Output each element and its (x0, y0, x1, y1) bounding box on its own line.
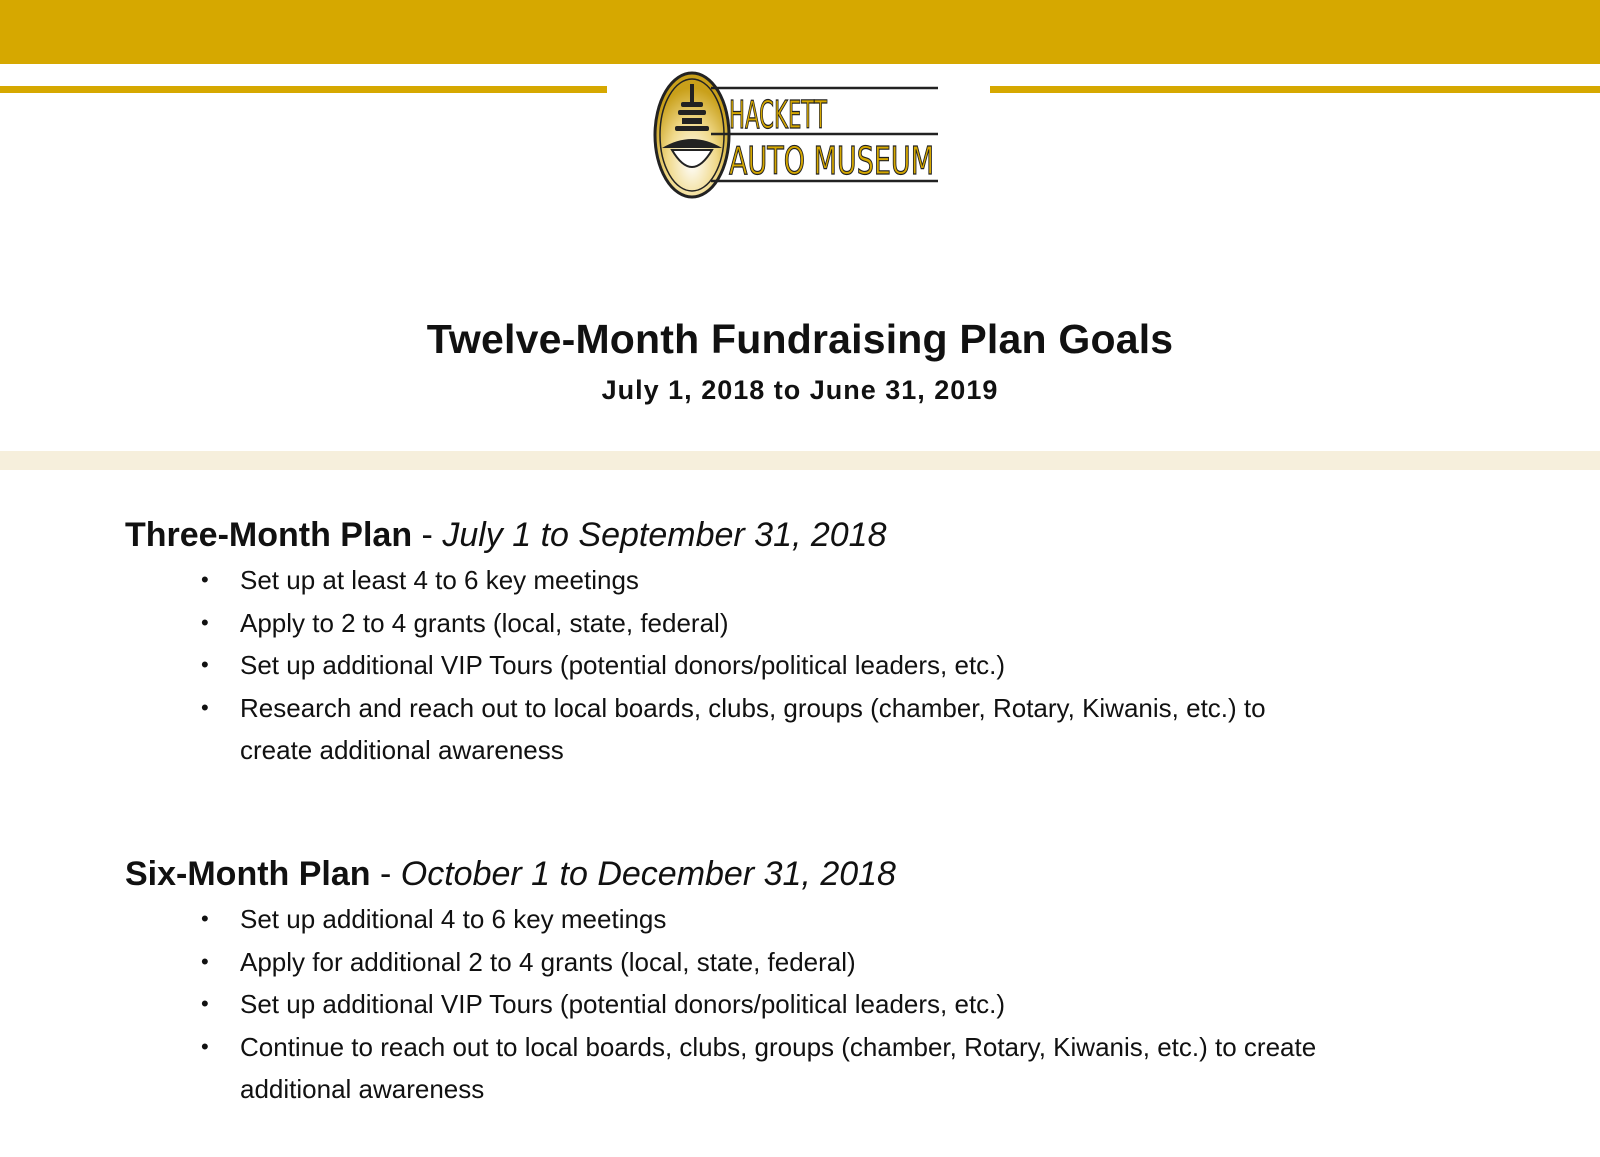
list-item-text: Apply for additional 2 to 4 grants (local, state, federal) (240, 946, 856, 977)
section-heading (125, 513, 1425, 557)
list-item (125, 1026, 1320, 1111)
bullet-icon: • (201, 906, 209, 931)
bullet-icon: • (201, 948, 209, 974)
list-item-text: Set up additional VIP Tours (potential donors/political leaders, etc.) (240, 650, 1006, 680)
bullet-icon: • (201, 1033, 209, 1059)
plan-name: Three-Month Plan (125, 516, 413, 554)
section-six-month-plan (125, 852, 1425, 1111)
hackett-auto-museum-logo (651, 68, 949, 202)
page-subtitle: July 1, 2018 to June 31, 2019 (601, 375, 999, 405)
list-item-text: Research and reach out to local boards, clubs, groups (chamber, Rotary, Kiwanis, etc.) to create additional awareness (240, 692, 1266, 765)
list-item-text: Continue to reach out to local boards, clubs, groups (chamber, Rotary, Kiwanis, etc.) to create additional awareness (240, 1031, 1317, 1104)
logo-line-2: AUTO MUSEUM (729, 139, 934, 183)
plan-dates: October 1 to December 31, 2018 (400, 855, 896, 893)
plan-list (125, 559, 1425, 772)
section-three-month-plan (125, 513, 1425, 772)
list-item (125, 983, 1320, 1026)
bullet-icon: • (201, 609, 209, 635)
top-gold-band (0, 0, 1600, 64)
list-item-text: Apply to 2 to 4 grants (local, state, federal) (240, 607, 729, 638)
page-title: Twelve-Month Fundraising Plan Goals (426, 316, 1174, 362)
heading-separator: - (370, 855, 401, 893)
list-item-text: Set up additional VIP Tours (potential donors/political leaders, etc.) (240, 989, 1006, 1019)
header-rule-right (990, 86, 1600, 93)
plan-list (125, 898, 1425, 1111)
list-item (125, 941, 1320, 984)
list-item (125, 898, 1320, 941)
list-item (125, 644, 1320, 687)
heading-separator: - (412, 516, 443, 554)
bullet-icon: • (201, 991, 209, 1016)
plan-name: Six-Month Plan (125, 855, 371, 893)
bullet-icon: • (201, 652, 209, 677)
list-item (125, 602, 1320, 645)
logo-line-1: HACKETT (729, 93, 828, 137)
section-heading (125, 852, 1425, 896)
bullet-icon: • (201, 694, 209, 720)
plan-dates: July 1 to September 31, 2018 (442, 516, 887, 554)
list-item-text: Set up at least 4 to 6 key meetings (240, 565, 639, 595)
divider-band (0, 451, 1600, 470)
header-rule-left (0, 86, 607, 93)
list-item (125, 687, 1320, 772)
list-item (125, 559, 1320, 602)
list-item-text: Set up additional 4 to 6 key meetings (240, 904, 667, 934)
bullet-icon: • (201, 567, 209, 592)
